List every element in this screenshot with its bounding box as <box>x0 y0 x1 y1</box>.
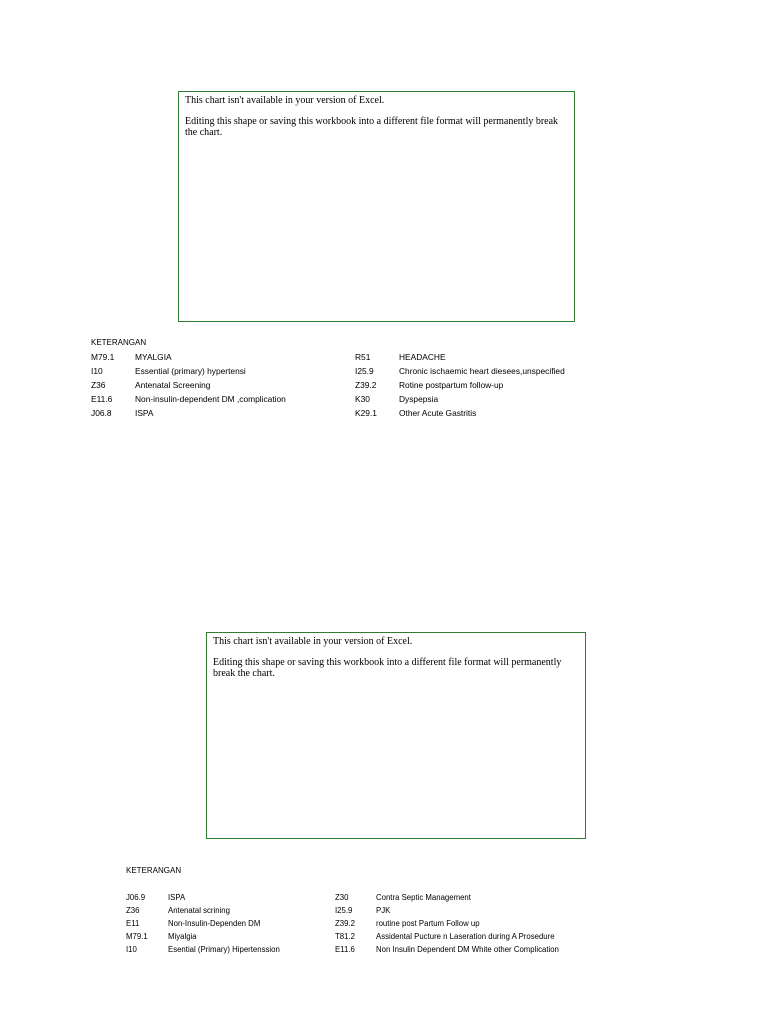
icd-code: R51 <box>355 352 371 362</box>
diagnosis-label: Contra Septic Management <box>376 893 471 902</box>
diagnosis-label: Esential (Primary) Hipertenssion <box>168 945 280 954</box>
diagnosis-label: Dyspepsia <box>399 394 439 404</box>
icd-code: Z39.2 <box>355 380 377 390</box>
icd-code: I10 <box>91 366 103 376</box>
diagnosis-label: Antenatal Screening <box>135 380 211 390</box>
diagnosis-label: MYALGIA <box>135 352 172 362</box>
icd-code: E11.6 <box>335 945 355 954</box>
icd-code: K30 <box>355 394 370 404</box>
icd-code: Z36 <box>91 380 106 390</box>
icd-code: I25.9 <box>355 366 374 376</box>
chart-placeholder-1[interactable] <box>178 91 575 322</box>
legend-title: KETERANGAN <box>126 866 182 875</box>
diagnosis-label: Essential (primary) hypertensi <box>135 366 246 376</box>
icd-code: Z30 <box>335 893 349 902</box>
icd-code: E11 <box>126 919 140 928</box>
chart-unavailable-message: This chart isn't available in your version of Excel. <box>185 95 385 106</box>
diagnosis-label: Non-Insulin-Dependen DM <box>168 919 261 928</box>
diagnosis-label: HEADACHE <box>399 352 446 362</box>
diagnosis-label: PJK <box>376 906 391 915</box>
chart-edit-warning: Editing this shape or saving this workbook into a different file format will permanently break the chart. <box>213 657 562 679</box>
diagnosis-label: Assidental Pucture n Laseration during A Prosedure <box>376 932 555 941</box>
icd-code: M79.1 <box>91 352 115 362</box>
icd-code: M79.1 <box>126 932 148 941</box>
icd-code: I10 <box>126 945 137 954</box>
icd-code: J06.8 <box>91 408 112 418</box>
chart-edit-warning: Editing this shape or saving this workbook into a different file format will permanently break the chart. <box>185 116 559 138</box>
chart-placeholder-2[interactable] <box>206 632 586 839</box>
diagnosis-label: Non-insulin-dependent DM ,complication <box>135 394 286 404</box>
diagnosis-label: ISPA <box>168 893 186 902</box>
icd-code: E11.6 <box>91 394 113 404</box>
diagnosis-label: ISPA <box>135 408 154 418</box>
chart-unavailable-message: This chart isn't available in your version of Excel. <box>213 636 413 647</box>
legend-keterangan-1 <box>91 338 611 428</box>
icd-code: Z39.2 <box>335 919 355 928</box>
diagnosis-label: Miyalgia <box>168 932 197 941</box>
icd-code: Z36 <box>126 906 140 915</box>
diagnosis-label: Chronic ischaemic heart diesees,unspecified <box>399 366 565 376</box>
icd-code: I25.9 <box>335 906 353 915</box>
icd-code: T81.2 <box>335 932 355 941</box>
legend-keterangan-2 <box>126 866 606 966</box>
diagnosis-label: Non Insulin Dependent DM White other Complication <box>376 945 559 954</box>
legend-title: KETERANGAN <box>91 338 147 347</box>
icd-code: J06.9 <box>126 893 146 902</box>
diagnosis-label: routine post Partum Follow up <box>376 919 480 928</box>
diagnosis-label: Other Acute Gastritis <box>399 408 477 418</box>
diagnosis-label: Rotine postpartum follow-up <box>399 380 504 390</box>
icd-code: K29.1 <box>355 408 377 418</box>
diagnosis-label: Antenatal scrining <box>168 906 230 915</box>
